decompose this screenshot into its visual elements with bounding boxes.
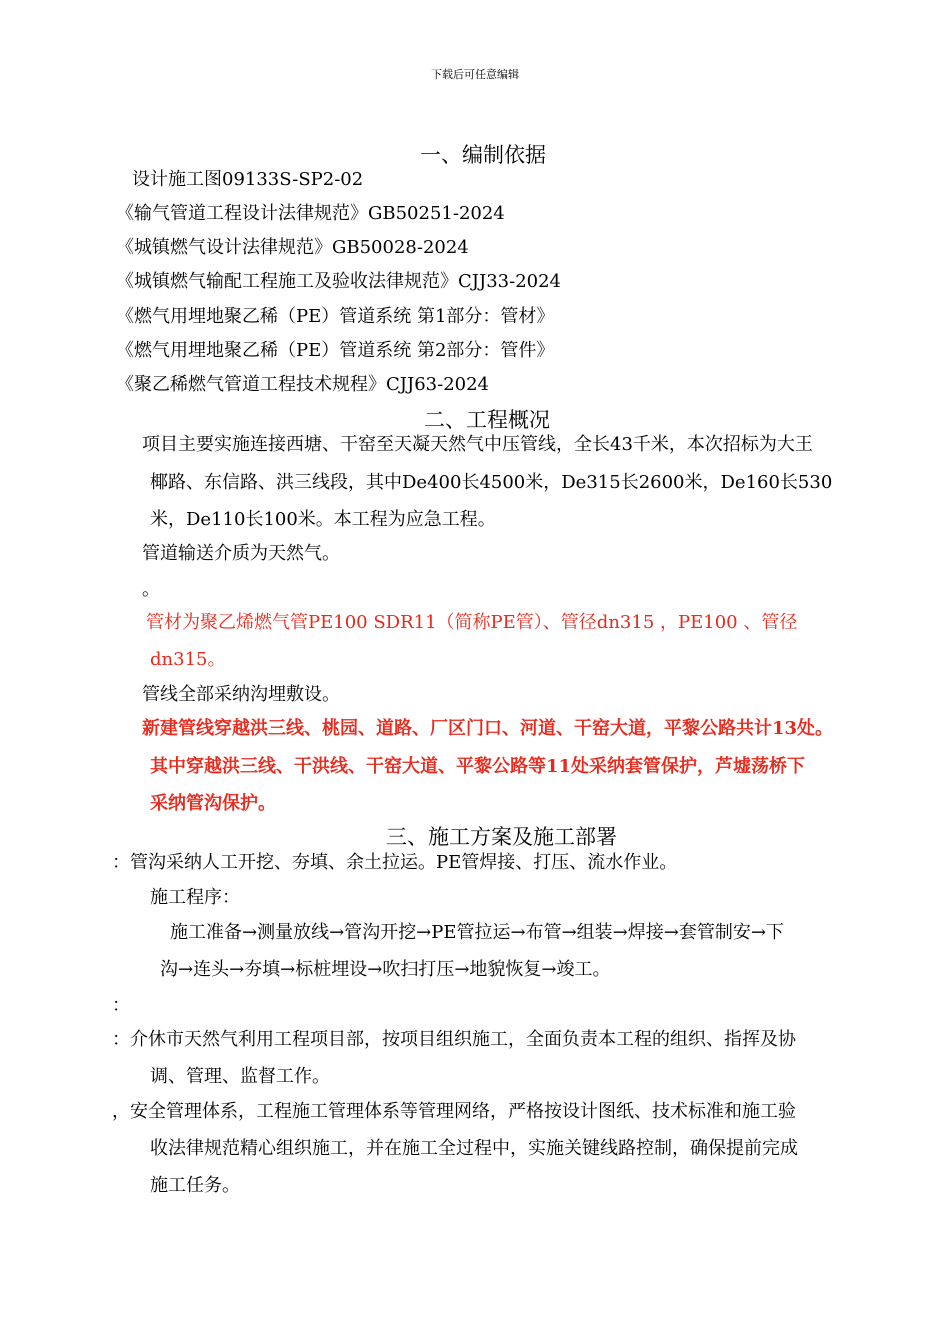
period-line: 。 [142, 579, 160, 600]
overview-line: 项目主要实施连接西塘、干窑至天凝天然气中压管线，全长43千米，本次招标为大王 [142, 434, 813, 455]
reference-item: 《燃气用埋地聚乙稀（PE）管道系统 第2部分：管件》 [116, 340, 555, 361]
pipe-material-line: 管材为聚乙烯燃气管PE100 SDR11（简称PE管）、管径dn315 ，PE100 、管径 [146, 612, 798, 633]
organization-line: ：介休市天然气利用工程项目部，按项目组织施工，全面负责本工程的组织、指挥及协 [112, 1029, 796, 1050]
reference-item: 《输气管道工程设计法律规范》GB50251-2024 [116, 203, 505, 224]
crossing-line: 采纳管沟保护。 [150, 793, 276, 814]
crossing-line: 新建管线穿越洪三线、桃园、道路、厂区门口、河道、干窑大道，平黎公路共计13处。 [142, 718, 834, 739]
management-line: ，安全管理体系，工程施工管理体系等管理网络，严格按设计图纸、技术标准和施工验 [112, 1101, 796, 1122]
crossing-line: 其中穿越洪三线、干洪线、干窑大道、平黎公路等11处采纳套管保护，芦墟荡桥下 [150, 756, 806, 777]
reference-item: 设计施工图09133S-SP2-02 [132, 169, 364, 190]
overview-line: 椰路、东信路、洪三线段，其中De400长4500米，De315长2600米，De160长530 [150, 472, 833, 493]
program-line: 施工准备→测量放线→管沟开挖→PE管拉运→布管→组装→焊接→套管制安→下 [170, 922, 784, 943]
medium-line: 管道输送介质为天然气。 [142, 543, 340, 564]
overview-line: 米，De110长100米。本工程为应急工程。 [150, 509, 496, 530]
header-note: 下载后可任意编辑 [431, 68, 519, 81]
reference-item: 《城镇燃气设计法律规范》GB50028-2024 [116, 237, 469, 258]
reference-item: 《燃气用埋地聚乙稀（PE）管道系统 第1部分：管材》 [116, 306, 555, 327]
management-line: 施工任务。 [150, 1175, 240, 1196]
reference-item: 《城镇燃气输配工程施工及验收法律规范》CJJ33-2024 [116, 271, 561, 292]
pipe-material-line: dn315。 [150, 649, 226, 670]
section1-title: 一、编制依据 [420, 143, 546, 167]
management-line: 收法律规范精心组织施工，并在施工全过程中，实施关键线路控制，确保提前完成 [150, 1138, 798, 1159]
reference-item: 《聚乙稀燃气管道工程技术规程》CJJ63-2024 [116, 374, 489, 395]
section3-title: 三、施工方案及施工部署 [386, 825, 617, 849]
program-label: 施工程序： [150, 887, 240, 908]
section2-title: 二、工程概况 [424, 408, 550, 432]
organization-line: 调、管理、监督工作。 [150, 1066, 330, 1087]
program-line: 沟→连头→夯填→标桩埋设→吹扫打压→地貌恢复→竣工。 [160, 959, 611, 980]
laying-line: 管线全部采纳沟埋敷设。 [142, 684, 340, 705]
method-line: ：管沟采纳人工开挖、夯填、余土拉运。PE管焊接、打压、流水作业。 [112, 852, 678, 873]
colon-line: ： [112, 995, 130, 1016]
